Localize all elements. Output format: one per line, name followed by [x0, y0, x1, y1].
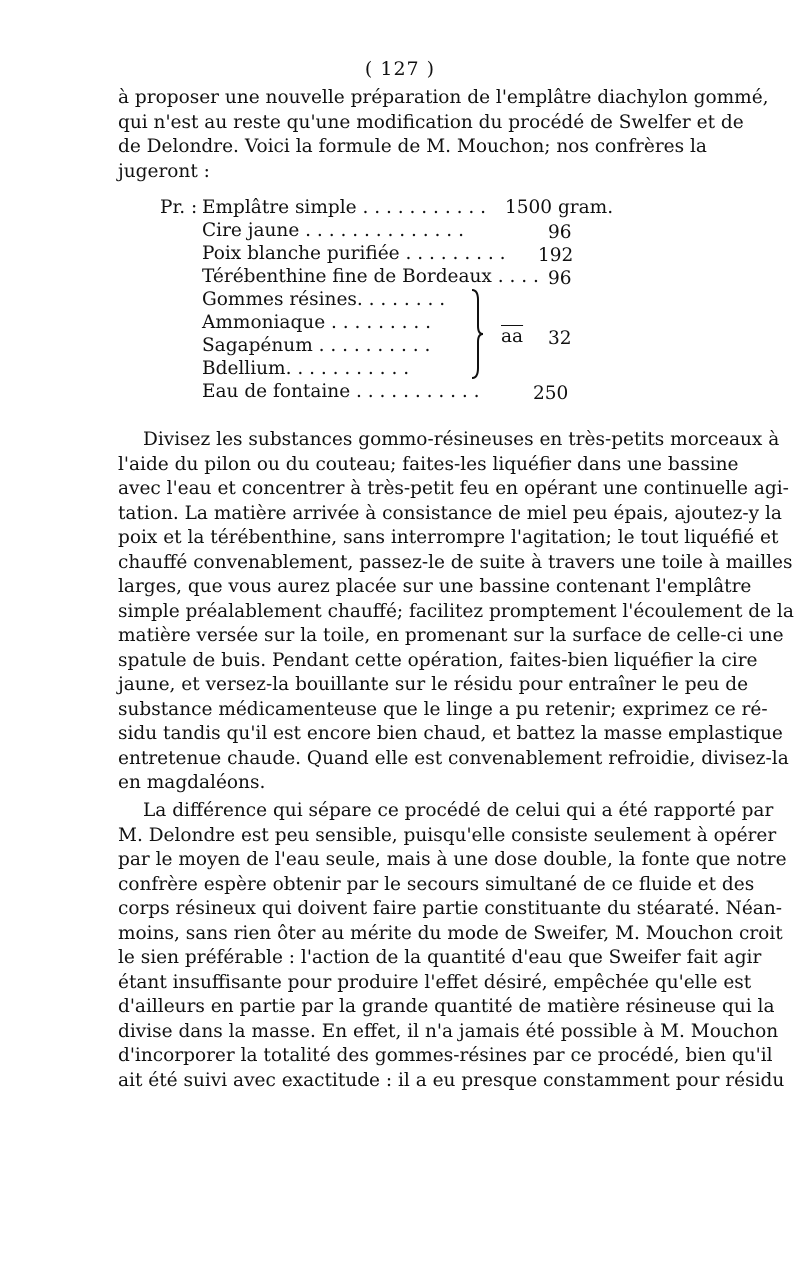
- text-line: en magdaléons.: [118, 772, 266, 793]
- grouped-qty: 32: [548, 328, 572, 349]
- text-line: Divisez les substances gommo-résineuses en très-petits morceaux à: [143, 429, 780, 450]
- text-line: chauffé convenablement, passez-le de suite à travers une toile à mailles: [118, 551, 793, 573]
- recipe-qty: 250: [533, 383, 569, 404]
- text-line: à proposer une nouvelle préparation de l'emplâtre diachylon gommé,: [118, 87, 769, 108]
- recipe-qty: 96: [548, 222, 572, 243]
- text-line: ait été suivi avec exactitude : il a eu presque constamment pour résidu: [118, 1069, 785, 1091]
- text-line: le sien préférable : l'action de la quantité d'eau que Sweifer fait agir: [118, 947, 762, 968]
- recipe-item: Eau de fontaine . . . . . . . . . . .: [202, 381, 480, 402]
- text-line: matière versée sur la toile, en promenant sur la surface de celle-ci une: [118, 625, 784, 646]
- text-line: jugeront :: [118, 160, 210, 182]
- recipe-item: Térébenthine fine de Bordeaux . . . .: [202, 266, 539, 287]
- recipe-item: Ammoniaque . . . . . . . . .: [202, 312, 432, 333]
- recipe-qty: 96: [548, 268, 572, 289]
- curly-brace-icon: [470, 288, 484, 380]
- text-line: spatule de buis. Pendant cette opération, faites-bien liquéfier la cire: [118, 649, 758, 671]
- text-line: d'incorporer la totalité des gommes-résines par ce procédé, bien qu'il: [118, 1045, 773, 1066]
- text-line: confrère espère obtenir par le secours simultané de ce fluide et des: [118, 873, 755, 895]
- text-line: sidu tandis qu'il est encore bien chaud, et battez la masse emplastique: [118, 723, 783, 744]
- text-line: M. Delondre est peu sensible, puisqu'elle consiste seulement à opérer: [118, 824, 777, 846]
- text-line: qui n'est au reste qu'une modification du procédé de Swelfer et de: [118, 111, 744, 133]
- text-line: corps résineux qui doivent faire partie constituante du stéaraté. Néan-: [118, 898, 783, 919]
- recipe-item: Sagapénum . . . . . . . . . .: [202, 335, 431, 356]
- text-line: divise dans la masse. En effet, il n'a jamais été possible à M. Mouchon: [118, 1020, 779, 1042]
- text-line: d'ailleurs en partie par la grande quantité de matière résineuse qui la: [118, 996, 775, 1017]
- text-line: avec l'eau et concentrer à très-petit feu en opérant une continuelle agi-: [118, 478, 789, 499]
- page-number: ( 127 ): [364, 58, 436, 80]
- text-line: moins, sans rien ôter au mérite du mode de Sweifer, M. Mouchon croit: [118, 922, 783, 944]
- text-line: étant insuffisante pour produire l'effet désiré, empêchée qu'elle est: [118, 971, 752, 993]
- text-line: entretenue chaude. Quand elle est convenablement refroidie, divisez-la: [118, 747, 789, 769]
- grouped-marker: $\overline{aa}$: [501, 326, 524, 347]
- recipe-qty: 1500 gram.: [505, 197, 614, 218]
- text-line: simple préalablement chauffé; facilitez promptement l'écoulement de la: [118, 600, 794, 622]
- instructions-paragraph: [118, 428, 794, 796]
- recipe-item: Emplâtre simple . . . . . . . . . . .: [202, 197, 486, 218]
- text-line: par le moyen de l'eau seule, mais à une dose double, la fonte que notre: [118, 849, 787, 870]
- recipe-label: Pr. :: [160, 197, 198, 218]
- text-line: tation. La matière arrivée à consistance de miel peu épais, ajoutez-y la: [118, 502, 782, 524]
- intro-paragraph: [118, 86, 769, 184]
- text-line: substance médicamenteuse que le linge a pu retenir; exprimez ce ré-: [118, 698, 768, 720]
- text-line: poix et la térébenthine, sans interrompre l'agitation; le tout liquéfié et: [118, 527, 779, 548]
- text-line: l'aide du pilon ou du couteau; faites-les liquéfier dans une bassine: [118, 453, 739, 475]
- text-line: La différence qui sépare ce procédé de celui qui a été rapporté par: [143, 800, 774, 821]
- recipe-item: Bdellium. . . . . . . . . . .: [202, 358, 410, 379]
- recipe-item: Poix blanche purifiée . . . . . . . . .: [202, 243, 506, 264]
- recipe-item: Gommes résines. . . . . . . .: [202, 289, 446, 310]
- comparison-paragraph: [118, 799, 787, 1093]
- text-line: jaune, et versez-la bouillante sur le résidu pour entraîner le peu de: [118, 674, 749, 695]
- recipe-qty: 192: [538, 245, 574, 266]
- text-line: larges, que vous aurez placée sur une bassine contenant l'emplâtre: [118, 576, 752, 597]
- recipe-item: Cire jaune . . . . . . . . . . . . . .: [202, 220, 464, 241]
- text-line: de Delondre. Voici la formule de M. Mouchon; nos confrères la: [118, 136, 707, 157]
